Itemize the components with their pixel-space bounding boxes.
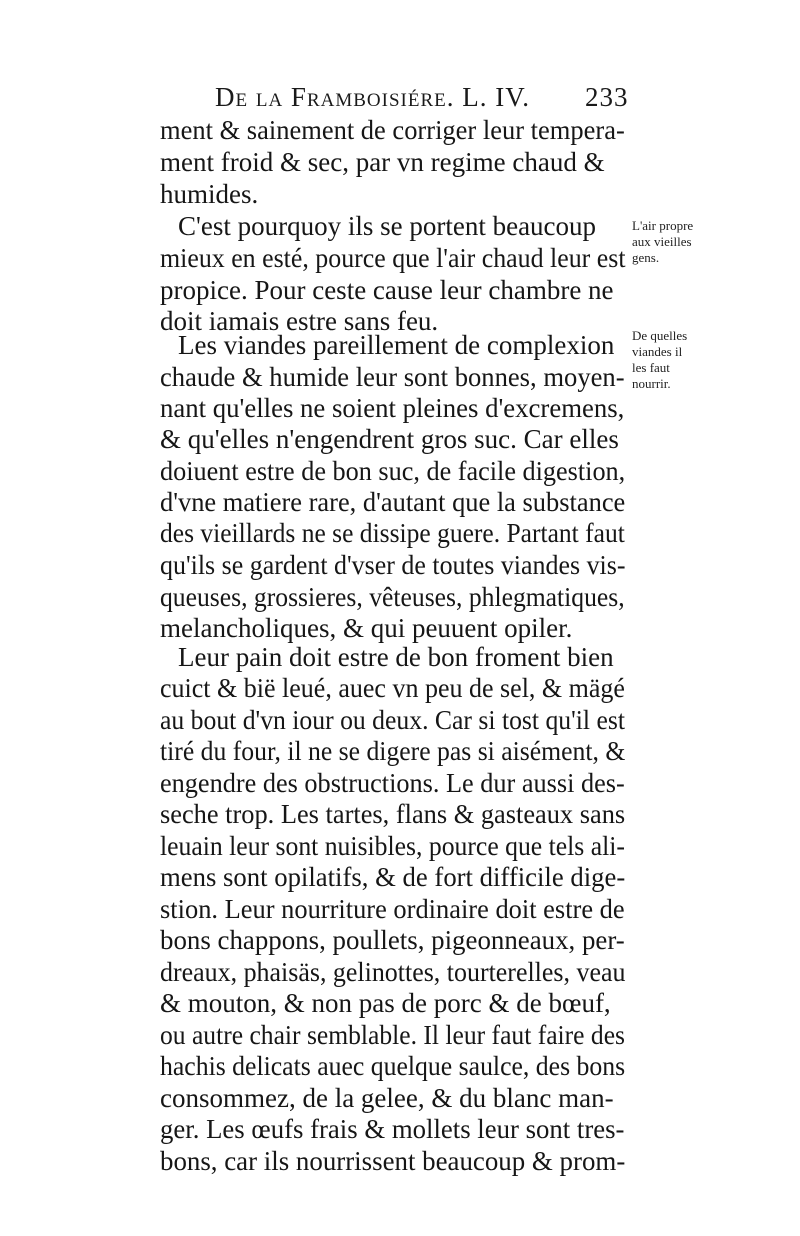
text-line: des vieillards ne se dissipe guere. Partant faut [160,518,625,548]
margin-note-line: aux vieilles [632,234,692,249]
text-line: mens sont opilatifs, & de fort difficile dige- [160,862,626,892]
text-line: leuain leur sont nuisibles, pource que tels ali- [160,831,625,861]
page-number: 233 [585,82,629,112]
text-line: chaude & humide leur sont bonnes, moyen- [160,362,625,392]
text-line: Les viandes pareillement de complexion [178,330,615,360]
text-line: Leur pain doit estre de bon froment bien [178,642,614,672]
margin-note-viandes [632,328,687,392]
margin-note-line: viandes il [632,344,683,359]
text-line: stion. Leur nourriture ordinaire doit estre de [160,894,625,924]
text-line: cuict & bië leué, auec vn peu de sel, & mägé [160,673,625,703]
text-line: seche trop. Les tartes, flans & gasteaux sans [160,799,626,829]
text-line: ment & sainement de corriger leur tempera- [160,115,625,145]
text-line: mieux en esté, pource que l'air chaud leur est [160,243,626,273]
text-line: dreaux, phaisäs, gelinottes, tourterelles, veau [160,957,626,987]
margin-note-line: les faut [632,360,670,375]
text-line: humides. [160,179,259,209]
text-line: hachis delicats auec quelque saulce, des bons [160,1051,626,1081]
margin-note-line: L'air propre [632,218,694,233]
text-line: ger. Les œufs frais & mollets leur sont tres- [160,1114,625,1144]
text-line: ou autre chair semblable. Il leur faut faire des [160,1020,626,1050]
running-title: De la Framboisiére. L. IV. [215,82,530,112]
text-line: d'vne matiere rare, d'autant que la substance [160,487,626,517]
text-line: & qu'elles n'engendrent gros suc. Car elles [160,424,619,454]
margin-note-air [632,218,693,266]
text-line: qu'ils se gardent d'vser de toutes viandes vis- [160,550,626,580]
text-line: engendre des obstructions. Le dur aussi des- [160,768,625,798]
text-line: bons, car ils nourrissent beaucoup & prom- [160,1146,626,1176]
text-line: queuses, grossieres, vêteuses, phlegmatiques, [160,582,625,612]
text-line: ment froid & sec, par vn regime chaud & [160,147,605,177]
text-line: nant qu'elles ne soient pleines d'excremens, [160,393,625,423]
margin-note-line: gens. [632,250,660,265]
text-line: consommez, de la gelee, & du blanc man- [160,1083,614,1113]
text-line: melancholiques, & qui peuuent opiler. [160,613,573,643]
margin-note-line: nourrir. [632,376,671,391]
text-line: doit iamais estre sans feu. [160,306,439,336]
text-line: doiuent estre de bon suc, de facile digestion, [160,456,626,486]
text-line: au bout d'vn iour ou deux. Car si tost qu'il est [160,705,625,735]
text-line: C'est pourquoy ils se portent beaucoup [178,211,597,241]
text-line: propice. Pour ceste cause leur chambre ne [160,275,614,305]
text-line: bons chappons, poullets, pigeonneaux, per- [160,925,625,955]
text-line: tiré du four, il ne se digere pas si aisément, & [160,736,626,766]
margin-note-line: De quelles [632,328,688,343]
text-line: & mouton, & non pas de porc & de bœuf, [160,988,611,1018]
